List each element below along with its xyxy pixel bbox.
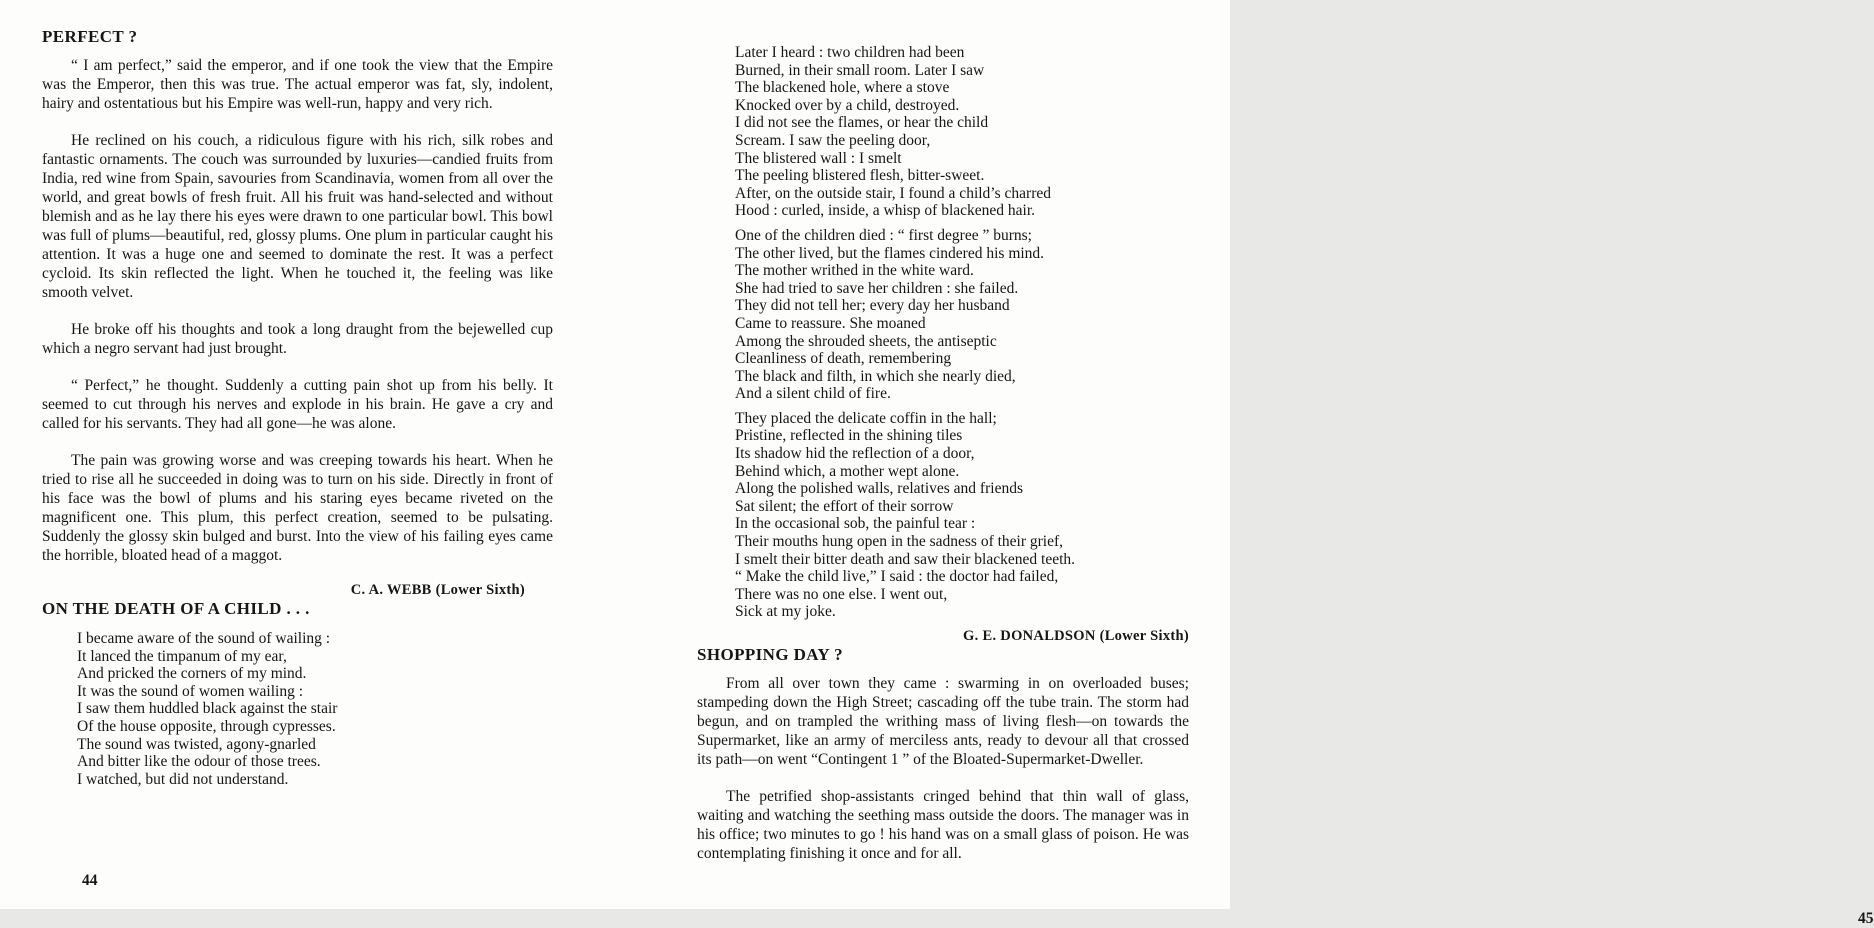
poem-line: Its shadow hid the reflection of a door, — [735, 445, 975, 463]
paragraph: “ Perfect,” he thought. Suddenly a cutting pain shot up from his belly. It seemed to cut through his nerves and explode in his brain. He gave a cry and called for his servants. They had all gone—he was alone. — [42, 377, 553, 432]
poem-line: It was the sound of women wailing : — [77, 682, 304, 700]
poem-line: And a silent child of fire. — [735, 385, 891, 403]
paragraph: From all over town they came : swarming in on overloaded buses; stampeding down the High Street; cascading off the tube train. The storm had begun, and on trampled the writhing mass of living flesh—on towards the Supermarket, like an army of merciless ants, ready to devour all that crossed its path—on went “Contingent 1 ” of the Bloated-Supermarket-Dweller. — [697, 675, 1189, 768]
poem-line: Scream. I saw the peeling door, — [735, 131, 931, 149]
poem-line: The sound was twisted, agony-gnarled — [77, 735, 316, 753]
poem-line: Cleanliness of death, remembering — [735, 350, 952, 368]
poem-line: Later I heard : two children had been — [735, 44, 965, 61]
poem-line: The other lived, but the flames cindered his mind. — [735, 244, 1045, 262]
poem-line: Knocked over by a child, destroyed. — [735, 96, 960, 114]
poem-line: They placed the delicate coffin in the hall; — [735, 409, 997, 427]
poem-line: Along the polished walls, relatives and friends — [735, 480, 1023, 498]
poem-line: I saw them huddled black against the stair — [77, 700, 338, 718]
poem-line: I smelt their bitter death and saw their blackened teeth. — [735, 550, 1076, 568]
poem-line: Pristine, reflected in the shining tiles — [735, 427, 963, 445]
poem-line: Behind which, a mother wept alone. — [735, 462, 960, 480]
poem-line: I watched, but did not understand. — [77, 770, 289, 788]
poem-line: In the occasional sob, the painful tear : — [735, 515, 976, 533]
poem-line: The blistered wall : I smelt — [735, 149, 902, 167]
poem-line: They did not tell her; every day her husband — [735, 297, 1010, 315]
poem-line: Among the shrouded sheets, the antiseptic — [735, 332, 997, 350]
story-shopping-day-body — [697, 674, 1189, 863]
author-attribution-donaldson: G. E. DONALDSON (Lower Sixth) — [963, 628, 1189, 644]
poem-line: It lanced the timpanum of my ear, — [77, 647, 287, 665]
poem-line: One of the children died : “ first degree ” burns; — [735, 226, 1032, 244]
poem-line: The blackened hole, where a stove — [735, 79, 950, 97]
poem-line: I did not see the flames, or hear the child — [735, 114, 989, 132]
paragraph: “ I am perfect,” said the emperor, and if one took the view that the Empire was the Emperor, then this was true. The actual emperor was fat, sly, indolent, hairy and ostentatious but his Empire was well-run, happy and very rich. — [42, 57, 553, 112]
poem-line: She had tried to save her children : she failed. — [735, 279, 1019, 297]
poem-line: I became aware of the sound of wailing : — [77, 630, 331, 647]
poem-line: The black and filth, in which she nearly died, — [735, 367, 1016, 385]
story-heading-shopping-day: SHOPPING DAY ? — [697, 645, 844, 664]
poem-line: The peeling blistered flesh, bitter-sweet. — [735, 167, 985, 185]
poem-line: “ Make the child live,” I said : the doctor had failed, — [735, 568, 1059, 586]
poem-line: The mother writhed in the white ward. — [735, 262, 974, 280]
poem-line: There was no one else. I went out, — [735, 585, 948, 603]
page-left — [42, 27, 553, 889]
page-right — [697, 44, 1874, 927]
poem-line: Burned, in their small room. Later I saw — [735, 61, 985, 79]
author-attribution-webb: C. A. WEBB (Lower Sixth) — [350, 582, 525, 598]
poem-line: Sick at my joke. — [735, 603, 836, 621]
poem-stanza — [735, 44, 1189, 220]
poem-continuation — [697, 44, 1189, 621]
poem-heading-death-of-a-child: ON THE DEATH OF A CHILD . . . — [42, 599, 310, 618]
story-heading-perfect: PERFECT ? — [42, 27, 138, 46]
poem-stanza — [735, 410, 1189, 621]
poem-line: Hood : curled, inside, a whisp of blackened hair. — [735, 202, 1036, 220]
poem-line: Sat silent; the effort of their sorrow — [735, 497, 954, 515]
poem-line: After, on the outside stair, I found a child’s charred — [735, 184, 1051, 202]
paragraph: He broke off his thoughts and took a long draught from the bejewelled cup which a negro servant had just brought. — [42, 321, 553, 357]
poem-line: Came to reassure. She moaned — [735, 314, 926, 332]
page-number-right: 45 — [1858, 910, 1874, 927]
paragraph: The petrified shop-assistants cringed behind that thin wall of glass, waiting and watching the seething mass outside the doors. The manager was in his office; two minutes to go ! his hand was on a small glass of poison. He was contemplating finishing it once and for all. — [697, 788, 1189, 862]
paragraph: The pain was growing worse and was creeping towards his heart. When he tried to rise all he succeeded in doing was to turn on his side. Directly in front of his face was the bowl of plums and his staring eyes became riveted on the magnificent one. This plum, this perfect creation, seemed to be pulsating. Suddenly the glossy skin bulged and burst. Into the view of his failing eyes came the horrible, bloated head of a maggot. — [42, 452, 553, 564]
paragraph: He reclined on his couch, a ridiculous figure with his rich, silk robes and fantastic ornaments. The couch was surrounded by luxuries—candied fruits from India, red wine from Spain, savouries from Scandinavia, women from all over the world, and great bowls of fresh fruit. All his fruit was hand-selected and without blemish and as he lay there his eyes were drawn to one particular bowl. This bowl was full of plums—beautiful, red, glossy plums. One plum in particular caught his attention. It was a huge one and seemed to dominate the rest. It was a perfect cycloid. Its skin reflected the light. When he touched it, the feeling was like smooth velvet. — [42, 132, 553, 301]
poem-line: Of the house opposite, through cypresses. — [77, 717, 336, 735]
poem-line: Their mouths hung open in the sadness of their grief, — [735, 533, 1064, 551]
poem-stanza — [735, 227, 1189, 403]
story-perfect-body — [42, 56, 553, 565]
poem-line: And pricked the corners of my mind. — [77, 665, 307, 683]
poem-line: And bitter like the odour of those trees. — [77, 753, 321, 771]
poem-stanza — [42, 630, 553, 788]
page-number-left: 44 — [82, 872, 98, 889]
